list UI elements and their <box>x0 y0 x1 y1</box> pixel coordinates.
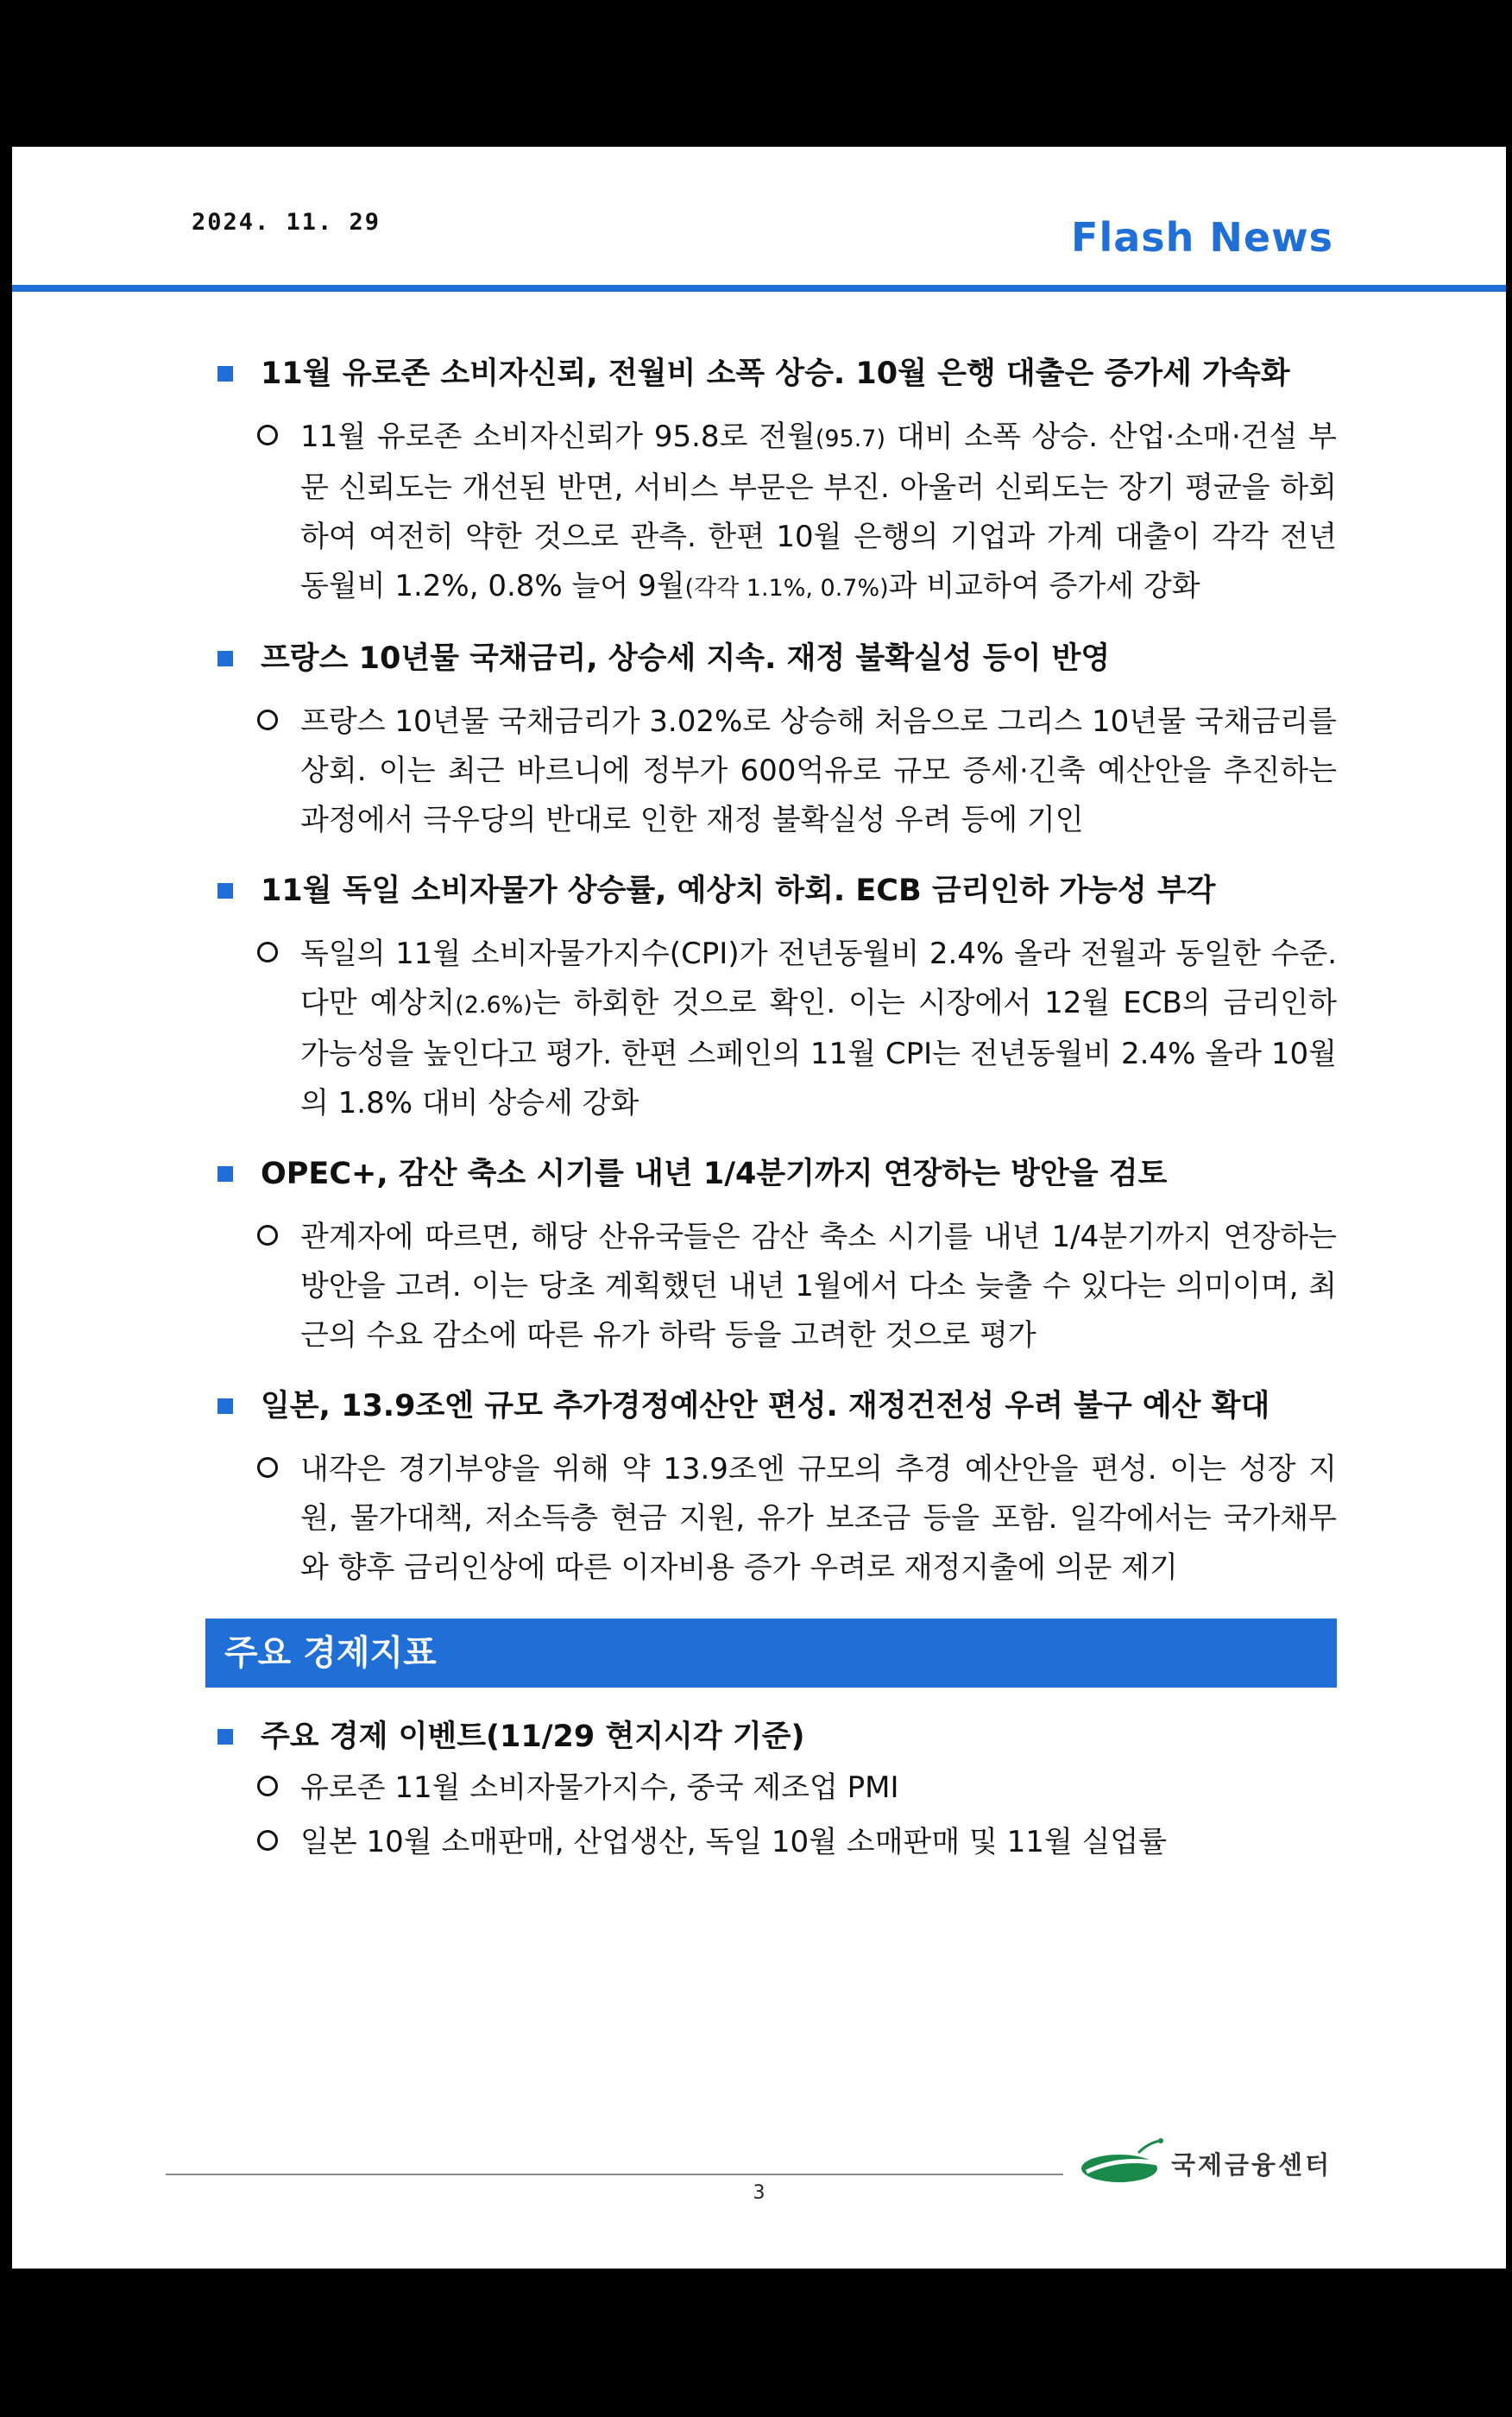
event-text: 유로존 11월 소비자물가지수, 중국 제조업 PMI <box>300 1770 899 1805</box>
headline-text: OPEC+, 감산 축소 시기를 내년 1/4분기까지 연장하는 방안을 검토 <box>261 1157 1168 1191</box>
indicators-title-bar: 주요 경제지표 <box>205 1619 1337 1688</box>
events-section <box>193 1713 1337 1867</box>
square-bullet-icon <box>217 883 233 899</box>
section-headline <box>193 635 1337 682</box>
body-part: 대비 소폭 상승. 산업·소매·건설 부문 신뢰도는 개선된 반면, 서비스 부문은 부진. 아울러 신뢰도는 장기 평균을 하회하여 여전히 약한 것으로 관측. 한편 10월 은행의 기업과 가계 대출이 각각 전년동월비 1.2%, 0.8% 늘어 9월 <box>300 420 1338 603</box>
headline-text: 프랑스 10년물 국채금리, 상승세 지속. 재정 불확실성 등이 반영 <box>261 641 1111 676</box>
square-bullet-icon <box>217 651 233 666</box>
bullet-text: 프랑스 10년물 국채금리가 3.02%로 상승해 처음으로 그리스 10년물 국채금리를 상회. 이는 최근 바르니에 정부가 600억유로 규모 증세·긴축 예산안을 추진하는 과정에서 극우당의 반대로 인한 재정 불확실성 우려 등에 기인 <box>300 704 1337 837</box>
event-item <box>257 1764 1337 1813</box>
logo-text: 국제금융센터 <box>1171 2149 1332 2180</box>
brand-title: Flash News <box>1071 214 1333 261</box>
body-part: 독일의 11월 소비자물가지수(CPI)가 전년동월비 2.4% 올라 전월과 동일한 수준. 다만 예상치 <box>300 937 1337 1020</box>
news-section-germany <box>193 868 1337 1128</box>
section-bullet <box>257 697 1337 845</box>
header-rule <box>12 285 1506 292</box>
bullet-text: 내각은 경기부양을 위해 약 13.9조엔 규모의 추경 예산안을 편성. 이는 성장 지원, 물가대책, 저소득층 현금 지원, 유가 보조금 등을 포함. 일각에서는 국가채무와 향후 금리인상에 따른 이자비용 증가 우려로 재정지출에 의문 제기 <box>300 1452 1337 1585</box>
bullet-text <box>300 413 1337 613</box>
circle-bullet-icon <box>257 942 278 962</box>
body-part: 는 하회한 것으로 확인. 이는 시장에서 12월 ECB의 금리인하 가능성을 높인다고 평가. 한편 스페인의 11월 CPI는 전년동월비 2.4% 올라 10월의 1.8% 대비 상승세 강화 <box>300 986 1337 1120</box>
section-bullet <box>257 1213 1337 1360</box>
body-part: 11월 유로존 소비자신뢰가 95.8로 전월 <box>300 420 816 454</box>
news-section-france <box>193 635 1337 845</box>
circle-bullet-icon <box>257 1225 278 1246</box>
event-text: 일본 10월 소매판매, 산업생산, 독일 10월 소매판매 및 11월 실업률 <box>300 1825 1168 1859</box>
news-section-eurozone <box>193 350 1337 613</box>
page-number: 3 <box>753 2182 765 2204</box>
circle-bullet-icon <box>257 1776 278 1796</box>
kcif-logo-icon <box>1078 2137 1164 2189</box>
news-section-japan <box>193 1383 1337 1593</box>
section-headline <box>193 1151 1337 1197</box>
square-bullet-icon <box>217 1729 233 1745</box>
headline-text: 11월 독일 소비자물가 상승률, 예상치 하회. ECB 금리인하 가능성 부각 <box>261 874 1216 908</box>
headline-text: 11월 유로존 소비자신뢰, 전월비 소폭 상승. 10월 은행 대출은 증가세 가속화 <box>261 357 1290 391</box>
body-part-small: (각각 1.1%, 0.7%) <box>684 575 889 602</box>
report-date: 2024. 11. 29 <box>192 209 381 236</box>
bullet-text <box>300 930 1337 1128</box>
section-bullet <box>257 930 1337 1128</box>
event-item <box>257 1818 1337 1867</box>
document-page <box>12 147 1506 2269</box>
section-bullet <box>257 413 1337 613</box>
section-bullet <box>257 1445 1337 1593</box>
body-part-small: (2.6%) <box>455 992 532 1019</box>
circle-bullet-icon <box>257 710 278 730</box>
body-part-small: (95.7) <box>815 426 886 452</box>
headline-text: 주요 경제 이벤트(11/29 현지시각 기준) <box>261 1720 805 1754</box>
square-bullet-icon <box>217 1166 233 1182</box>
square-bullet-icon <box>217 366 233 382</box>
footer-logo <box>1078 2137 1332 2189</box>
footer-rule <box>166 2174 1063 2175</box>
section-headline <box>193 350 1337 397</box>
circle-bullet-icon <box>257 1830 278 1851</box>
body-part: 과 비교하여 증가세 강화 <box>888 569 1200 603</box>
square-bullet-icon <box>217 1398 233 1414</box>
bullet-text: 관계자에 따르면, 해당 산유국들은 감산 축소 시기를 내년 1/4분기까지 연장하는 방안을 고려. 이는 당초 계획했던 내년 1월에서 다소 늦출 수 있다는 의미이며, 최근의 수요 감소에 따른 유가 하락 등을 고려한 것으로 평가 <box>300 1220 1337 1353</box>
events-headline <box>193 1713 1337 1760</box>
section-headline <box>193 1383 1337 1429</box>
content <box>193 350 1337 1872</box>
circle-bullet-icon <box>257 1457 278 1478</box>
section-headline <box>193 868 1337 914</box>
circle-bullet-icon <box>257 425 278 445</box>
news-section-opec <box>193 1151 1337 1360</box>
headline-text: 일본, 13.9조엔 규모 추가경정예산안 편성. 재정건전성 우려 불구 예산 확대 <box>261 1389 1270 1423</box>
